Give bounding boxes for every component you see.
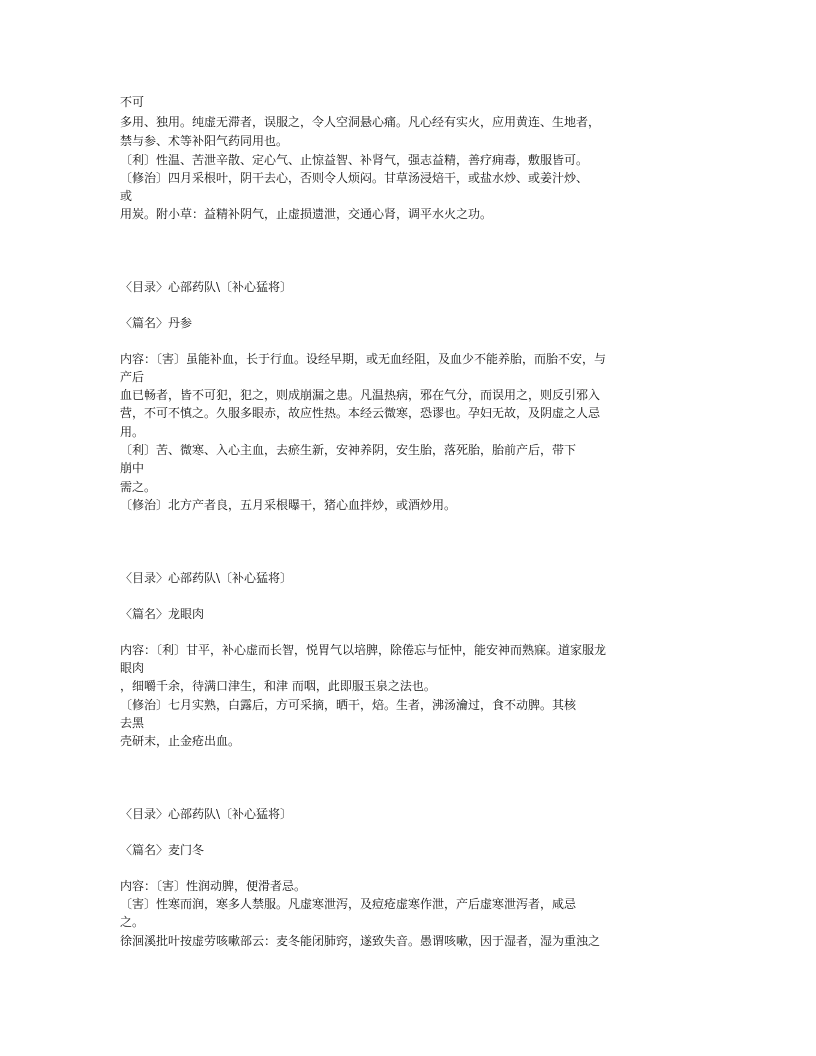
text-line: 崩中	[120, 461, 145, 475]
text-line: 内容：〔害〕性润动脾，便滑者忌。	[120, 879, 307, 893]
text-line: 用炭。附小草：益精补阴气，止虚损遗泄，交通心肾，调平水火之功。	[120, 207, 493, 221]
text-line: 血已畅者，皆不可犯，犯之，则成崩漏之患。凡温热病，邪在气分，而误用之，则反引邪入	[120, 388, 601, 402]
section-catalog: 〈目录〉心部药队\〔补心猛将〕	[120, 571, 293, 585]
text-line: 或	[120, 189, 133, 203]
text-line: 禁与参、术等补阳气药同用也。	[120, 134, 289, 148]
text-line: 内容：〔害〕虽能补血，长于行血。设经早期，或无血经阻，及血少不能养胎，而胎不安，与	[120, 352, 607, 366]
text-line: 眼肉	[120, 661, 145, 675]
text-line: 〔修治〕四月采根叶，阴干去心，否则令人烦闷。甘草汤浸焙干，或盐水炒、或姜汁炒、	[120, 171, 589, 185]
section-catalog: 〈目录〉心部药队\〔补心猛将〕	[120, 280, 293, 294]
text-line: 〔利〕苦、微寒、入心主血，去瘀生新，安神养阴，安生胎，落死胎，胎前产后，带下	[120, 443, 577, 457]
text-line: 需之。	[120, 480, 157, 494]
text-line: 营，不可不慎之。久服多眼赤，故应性热。本经云微寒，恐谬也。孕妇无故，及阴虚之人忌	[120, 406, 601, 420]
text-line: 〔修治〕北方产者良，五月采根曝干，猪心血拌炒，或酒炒用。	[120, 498, 457, 512]
section-title: 〈篇名〉丹参	[120, 316, 193, 330]
text-line: 产后	[120, 370, 145, 384]
text-line: 徐洄溪批叶按虚劳咳嗽部云：麦冬能闭肺窍，遂致失音。愚谓咳嗽，因于湿者，湿为重浊之	[120, 934, 601, 948]
text-line: 〔修治〕七月实熟，白露后，方可采摘，晒干，焙。生者，沸汤瀹过，食不动脾。其核	[120, 698, 577, 712]
section-title: 〈篇名〉龙眼肉	[120, 607, 205, 621]
text-line: 之。	[120, 915, 145, 929]
text-line: 多用、独用。纯虚无滞者，误服之，令人空洞悬心痛。凡心经有实火，应用黄连、生地者，	[120, 115, 601, 129]
text-line: ，细嚼千余，待满口津生，和津 而咽，此即服玉泉之法也。	[120, 679, 436, 693]
section-catalog: 〈目录〉心部药队\〔补心猛将〕	[120, 807, 293, 821]
text-line: 用。	[120, 425, 145, 439]
text-line: 去黑	[120, 716, 145, 730]
text-line: 壳研末，止金疮出血。	[120, 734, 241, 748]
section-title: 〈篇名〉麦门冬	[120, 843, 205, 857]
text-line: 内容：〔利〕甘平，补心虚而长智，悦胃气以培脾，除倦忘与怔忡，能安神而熟寐。道家服龙	[120, 643, 607, 657]
text-line: 〔害〕性寒而润，寒多人禁服。凡虚寒泄泻，及痘疮虚寒作泄，产后虚寒泄泻者，咸忌	[120, 897, 577, 911]
text-line: 不可	[120, 95, 145, 109]
text-line: 〔利〕性温、苦泄辛散、定心气、止惊益智、补肾气，强志益精，善疗痈毒，敷服皆可。	[120, 153, 589, 167]
